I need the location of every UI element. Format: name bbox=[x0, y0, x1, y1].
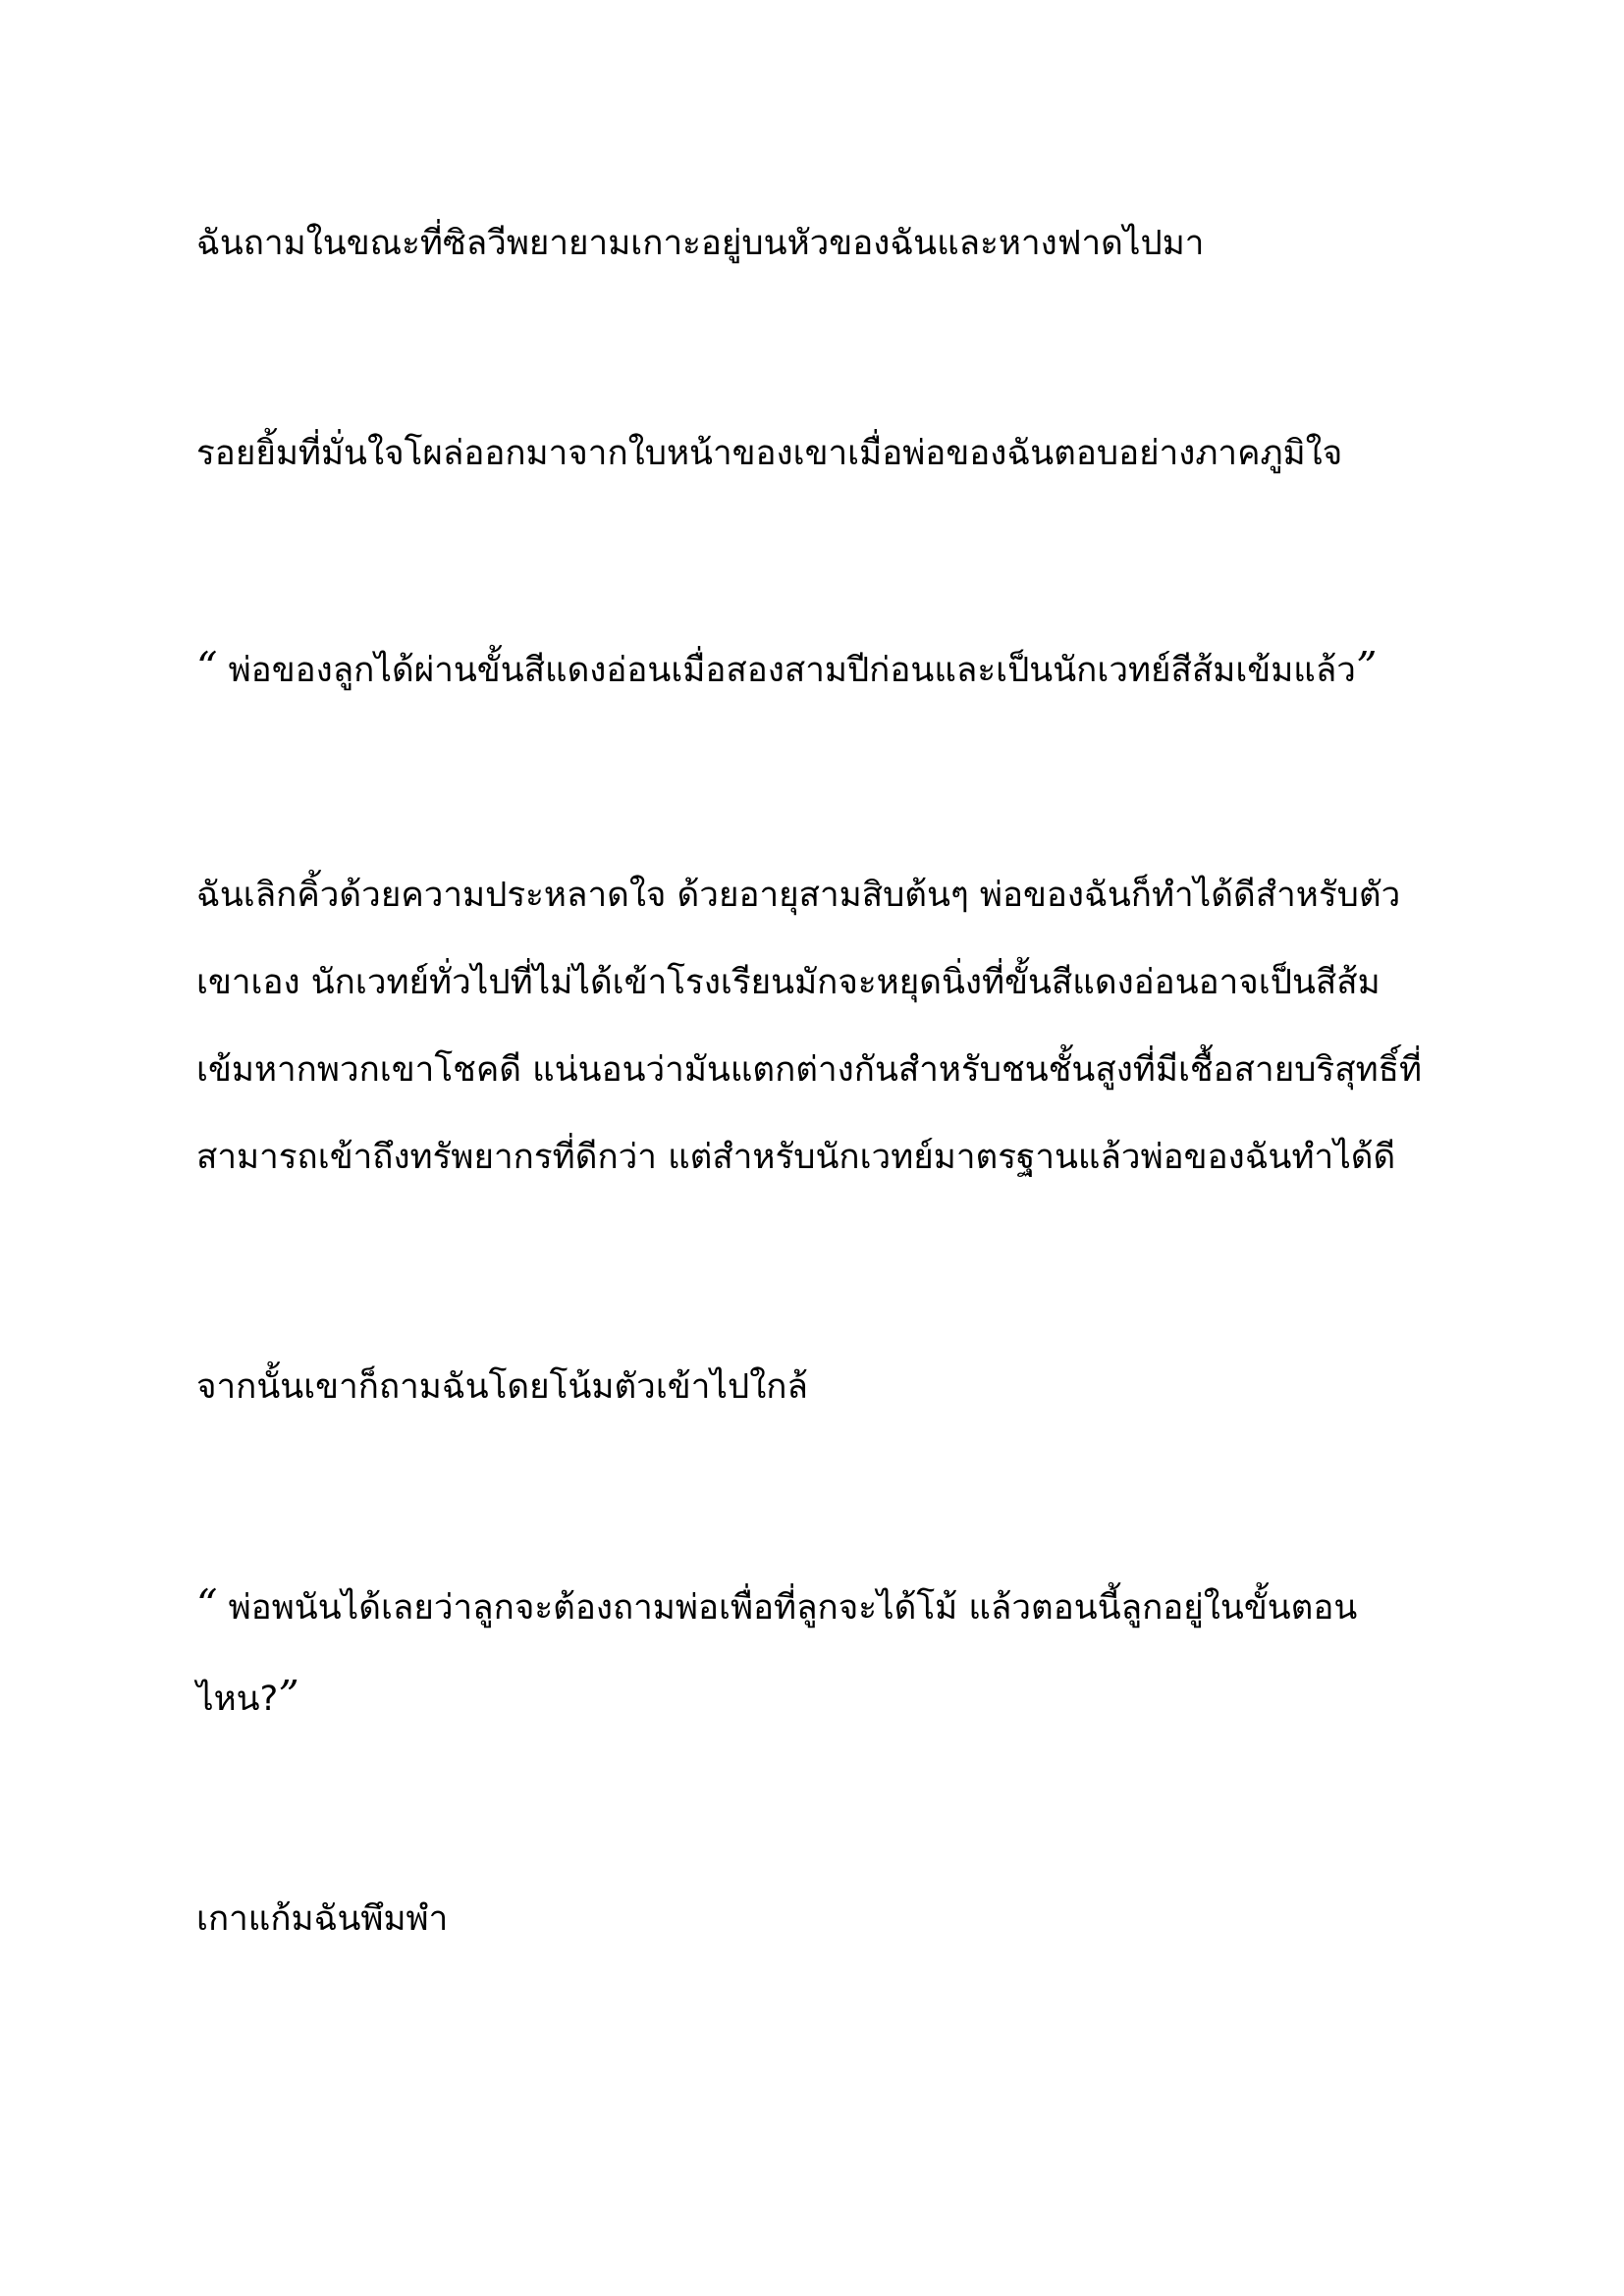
paragraph-1 bbox=[196, 200, 1434, 288]
paragraph-5-text: จากนั้นเขาก็ถามฉันโดยโน้มตัวเข้าไปใกล้ bbox=[196, 1367, 808, 1407]
paragraph-7 bbox=[196, 1876, 1434, 1963]
paragraph-2 bbox=[196, 410, 1434, 498]
close-quote-mark: ” bbox=[1355, 643, 1378, 691]
paragraph-1-text: ฉันถามในขณะที่ซิลวีพยายามเกาะอยู่บนหัวของฉันและหางฟาดไปมา bbox=[196, 224, 1205, 263]
paragraph-5 bbox=[196, 1344, 1434, 1431]
paragraph-6-text: พ่อพนันได้เลยว่าลูกจะต้องถามพ่อเพื่อที่ลูกจะได้โม้ แล้วตอนนี้ลูกอยู่ในขั้นตอนไหน? bbox=[196, 1588, 1358, 1719]
paragraph-4-text: ฉันเลิกคิ้วด้วยความประหลาดใจ ด้วยอายุสามสิบต้นๆ พ่อของฉันก็ทำได้ดีสำหรับตัวเขาเอง นักเวทย์ทั่วไปที่ไม่ได้เข้าโรงเรียนมักจะหยุดนิ่งที่ขั้นสีแดงอ่อนอาจเป็นสีส้มเข้มหากพวกเขาโชคดี แน่นอนว่ามันแตกต่างกันสำหรับชนชั้นสูงที่มีเชื้อสายบริสุทธิ์ที่สามารถเข้าถึงทรัพยากรที่ดีกว่า แต่สำหรับนักเวทย์มาตรฐานแล้วพ่อของฉันทำได้ดี bbox=[196, 876, 1423, 1177]
open-quote-mark: “ bbox=[196, 643, 218, 691]
open-quote-mark: “ bbox=[196, 1580, 218, 1629]
paragraph-6-dialogue bbox=[196, 1561, 1434, 1743]
paragraph-3-text: พ่อของลูกได้ผ่านขั้นสีแดงอ่อนเมื่อสองสามปีก่อนและเป็นนักเวทย์สีส้มเข้มแล้ว bbox=[217, 651, 1356, 690]
paragraph-7-text: เกาแก้มฉันพึมพำ bbox=[196, 1899, 449, 1939]
paragraph-4 bbox=[196, 852, 1434, 1201]
close-quote-mark: ” bbox=[278, 1672, 299, 1720]
paragraph-3-dialogue bbox=[196, 623, 1434, 715]
paragraph-2-text: รอยยิ้มที่มั่นใจโผล่ออกมาจากใบหน้าของเขาเมื่อพ่อของฉันตอบอย่างภาคภูมิใจ bbox=[196, 434, 1343, 473]
